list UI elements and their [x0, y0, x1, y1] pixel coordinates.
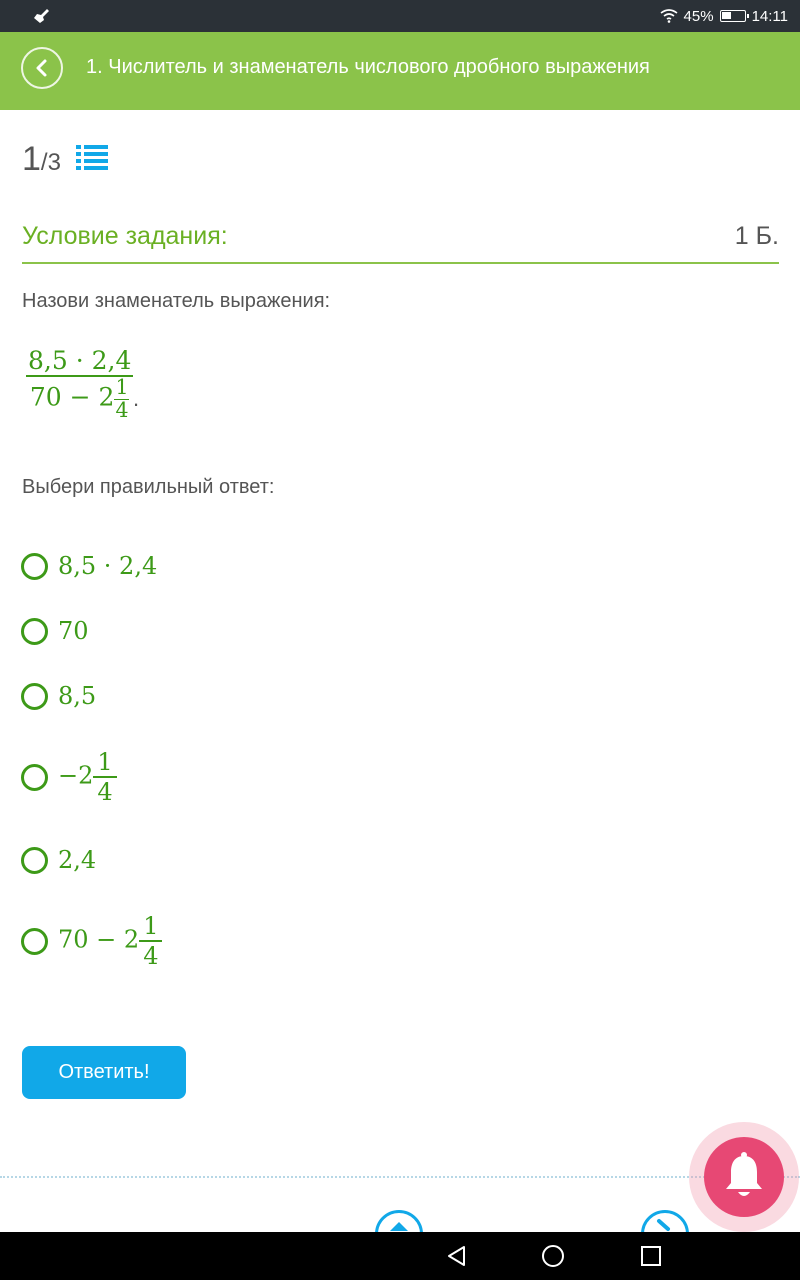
radio-button[interactable]	[21, 847, 48, 874]
option-frac-num: 1	[97, 748, 113, 776]
battery-icon	[720, 10, 746, 22]
clock: 14:11	[751, 7, 788, 25]
section-title: Условие задания:	[22, 222, 228, 250]
recents-square-icon[interactable]	[640, 1245, 662, 1267]
answer-prompt: Выбери правильный ответ:	[22, 476, 275, 498]
denominator-fraction	[114, 377, 129, 421]
bell-icon	[721, 1152, 767, 1202]
option-frac-den: 4	[93, 776, 116, 806]
answer-option-3[interactable]	[21, 682, 96, 710]
option-text: −2	[58, 761, 94, 790]
app-header	[0, 32, 800, 110]
back-button[interactable]	[21, 47, 63, 89]
denominator-frac-den: 4	[115, 397, 129, 422]
radio-button[interactable]	[21, 764, 48, 791]
answer-option-5[interactable]	[21, 846, 96, 874]
notifications-button[interactable]	[704, 1137, 784, 1217]
denominator-frac-num: 1	[115, 375, 129, 399]
home-circle-icon[interactable]	[541, 1244, 565, 1268]
task-condition-header	[22, 218, 779, 264]
expression-period: .	[133, 386, 140, 411]
notifications-halo	[689, 1122, 799, 1232]
battery-level	[722, 12, 731, 19]
question-text: Назови знаменатель выражения:	[22, 290, 331, 312]
status-bar	[0, 0, 800, 32]
back-triangle-icon[interactable]	[445, 1244, 467, 1268]
answer-option-6[interactable]	[21, 912, 162, 970]
option-text: 70	[58, 617, 89, 645]
option-text: 70 − 2	[58, 925, 140, 954]
denominator-whole: 70 − 2	[29, 382, 115, 412]
answer-option-2[interactable]	[21, 617, 89, 645]
task-current: 1	[22, 140, 41, 178]
broom-icon	[32, 6, 52, 26]
option-frac-num: 1	[143, 912, 159, 940]
system-navigation-bar	[0, 1232, 800, 1280]
option-expression	[58, 912, 162, 970]
chevron-left-icon	[33, 58, 51, 78]
radio-button[interactable]	[21, 618, 48, 645]
status-indicators	[660, 6, 788, 26]
answer-option-1[interactable]	[21, 552, 157, 580]
submit-answer-button[interactable]: Ответить!	[22, 1046, 186, 1099]
radio-button[interactable]	[21, 553, 48, 580]
option-expression	[58, 748, 117, 806]
option-frac-den: 4	[139, 940, 162, 970]
option-text: 8,5	[58, 682, 97, 710]
option-text: 2,4	[58, 846, 97, 874]
task-counter	[22, 140, 61, 179]
list-icon[interactable]	[76, 143, 108, 171]
battery-percent: 45%	[683, 7, 714, 25]
radio-button[interactable]	[21, 928, 48, 955]
option-text: 8,5 · 2,4	[58, 552, 158, 580]
page-title: 1. Числитель и знаменатель числового дробного выражения	[86, 56, 650, 78]
wifi-icon	[660, 9, 678, 23]
points-value: 1 Б.	[734, 222, 779, 250]
radio-button[interactable]	[21, 683, 48, 710]
expression-denominator	[26, 375, 134, 421]
expression-fraction	[24, 346, 135, 421]
answer-option-4[interactable]	[21, 748, 117, 806]
divider	[0, 1176, 800, 1178]
expression-numerator: 8,5 · 2,4	[28, 346, 132, 375]
task-total: /3	[40, 149, 61, 176]
